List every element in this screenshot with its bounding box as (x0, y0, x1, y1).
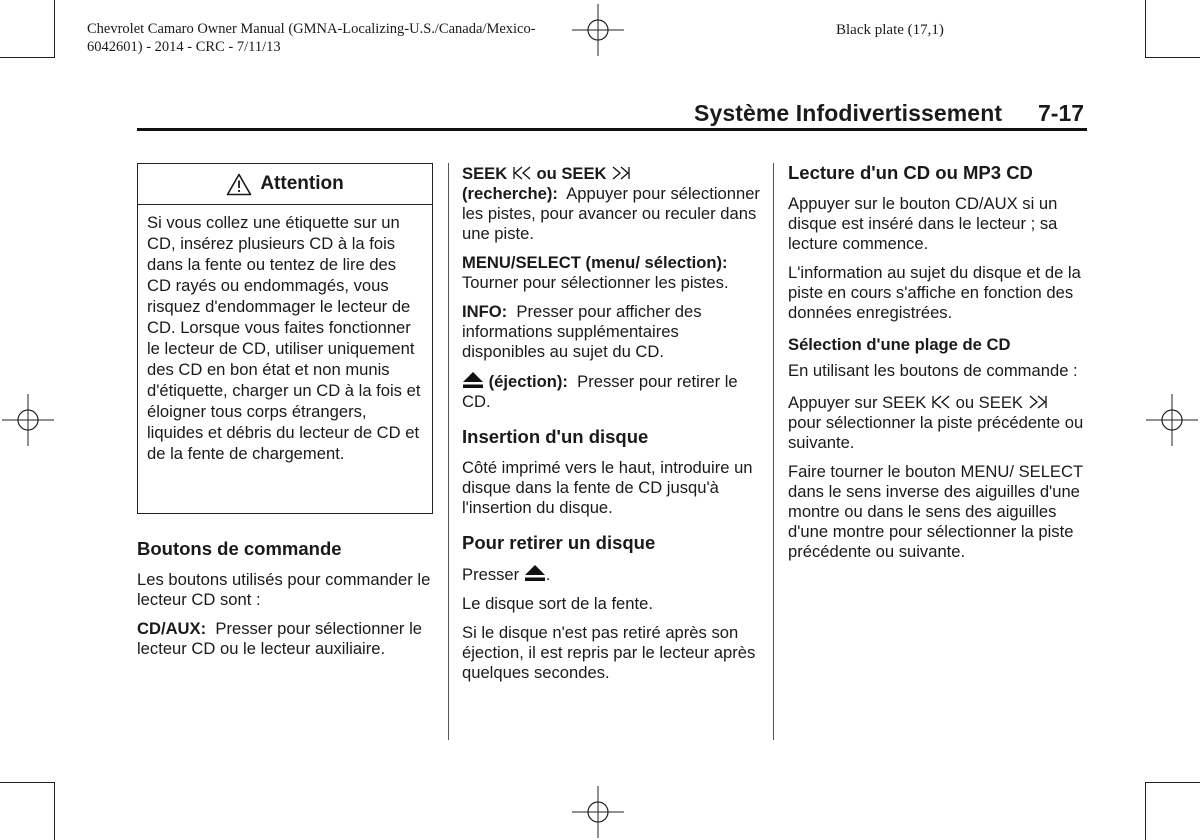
cdaux-text: Presser pour sélectionner le lecteur CD ou le lecteur auxiliaire. (137, 619, 422, 658)
attention-text: Si vous collez une étiquette sur un CD, insérez plusieurs CD à la fois dans la fente ou tentez de lire des CD rayés ou endommagés, vous risquez d'endommager le lecteur de CD. Lorsque vous faites fonctionner le lecteur de CD, utiliser uniquement des CD en bon état et non munis d'étiquette, charger un CD à la fois et éloigner tous corps étrangers, liquides et débris du lecteur de CD et de la fente de chargement. (147, 213, 421, 463)
info-text: Presser pour afficher des informations supplémentaires disponibles au sujet du CD. (462, 302, 702, 361)
crop-mark (54, 0, 55, 58)
title-rule (137, 128, 1087, 131)
crop-mark (0, 782, 54, 783)
crop-mark (1146, 57, 1200, 58)
page-number: 7-17 (1038, 100, 1085, 126)
seek-label-a: SEEK (462, 164, 508, 183)
attention-box (137, 163, 433, 514)
paragraph-insert: Côté imprimé vers le haut, introduire un disque dans la fente de CD jusqu'à l'insertion du disque. (462, 458, 753, 517)
registration-mark-icon (570, 784, 626, 840)
column-divider (448, 163, 449, 740)
column-divider (773, 163, 774, 740)
seek-back-icon (512, 165, 532, 181)
seek-label-c: (recherche): (462, 184, 558, 203)
print-header-line2: 6042601) - 2014 - CRC - 7/11/13 (87, 39, 281, 55)
cdaux-label: CD/AUX: (137, 619, 207, 638)
registration-mark-icon (1144, 392, 1200, 448)
paragraph-controls-intro: Les boutons utilisés pour commander le lecteur CD sont : (137, 570, 431, 609)
paragraph-remove-2: Si le disque n'est pas retiré après son éjection, il est repris par le lecteur après quelques secondes. (462, 623, 756, 682)
print-header (87, 20, 536, 56)
section-title: Système Infodivertissement (694, 100, 1003, 126)
plate-label: Black plate (17,1) (836, 22, 944, 38)
heading-insert: Insertion d'un disque (462, 426, 649, 447)
paragraph-seek (462, 164, 764, 244)
seek-back-icon (931, 394, 951, 410)
crop-mark (1145, 0, 1146, 58)
seek-text: Appuyer pour sélectionner les pistes, pour avancer ou reculer dans une piste. (462, 184, 760, 243)
paragraph-eject (462, 371, 764, 412)
track-c: pour sélectionner la piste précédente ou suivante. (788, 413, 1084, 452)
eject-icon (462, 371, 484, 389)
heading-play: Lecture d'un CD ou MP3 CD (788, 162, 1033, 183)
paragraph-play-2: L'information au sujet du disque et de la piste en cours s'affiche en fonction des données enregistrées. (788, 263, 1081, 322)
seek-forward-icon (1028, 394, 1048, 410)
menu-label: MENU/SELECT (menu/ sélection): (462, 253, 728, 272)
paragraph-track-seek (788, 393, 1088, 453)
heading-controls: Boutons de commande (137, 538, 342, 559)
paragraph-track-intro: En utilisant les boutons de commande : (788, 361, 1078, 380)
seek-forward-icon (611, 165, 631, 181)
eject-text: Presser pour retirer le CD. (462, 372, 738, 411)
press-end: . (545, 565, 551, 584)
paragraph-track-knob: Faire tourner le bouton MENU/ SELECT dans le sens inverse des aiguilles d'une montre ou dans le sens des aiguilles d'une montre pour sélectionner la piste précédente ou suivante. (788, 462, 1083, 561)
paragraph-menu (462, 253, 764, 293)
crop-mark (0, 57, 54, 58)
track-a: Appuyer sur SEEK (788, 393, 927, 412)
paragraph-remove-1: Le disque sort de la fente. (462, 594, 653, 613)
attention-title: Attention (260, 173, 344, 194)
attention-header (138, 164, 432, 205)
column-3 (788, 162, 1088, 571)
column-2 (462, 164, 764, 692)
registration-mark-icon (0, 392, 56, 448)
crop-mark (54, 782, 55, 840)
warning-triangle-icon (226, 173, 252, 196)
info-label: INFO: (462, 302, 508, 321)
eject-icon (524, 564, 546, 582)
crop-mark (1146, 782, 1200, 783)
subheading-track: Sélection d'une plage de CD (788, 335, 1011, 354)
crop-mark (1145, 782, 1146, 840)
seek-label-b: ou SEEK (536, 164, 607, 183)
paragraph-cdaux (137, 619, 437, 659)
paragraph-info (462, 302, 764, 362)
press-text: Presser (462, 565, 520, 584)
paragraph-play-1: Appuyer sur le bouton CD/AUX si un disque est inséré dans le lecteur ; sa lecture commence. (788, 194, 1058, 253)
menu-text: Tourner pour sélectionner les pistes. (462, 273, 729, 292)
eject-label: (éjection): (488, 372, 568, 391)
track-b: ou SEEK (955, 393, 1023, 412)
paragraph-press (462, 564, 764, 585)
column-1-lower (137, 538, 437, 668)
print-header-line1: Chevrolet Camaro Owner Manual (GMNA-Localizing-U.S./Canada/Mexico- (87, 21, 536, 37)
heading-remove: Pour retirer un disque (462, 532, 656, 553)
registration-mark-icon (570, 2, 626, 58)
